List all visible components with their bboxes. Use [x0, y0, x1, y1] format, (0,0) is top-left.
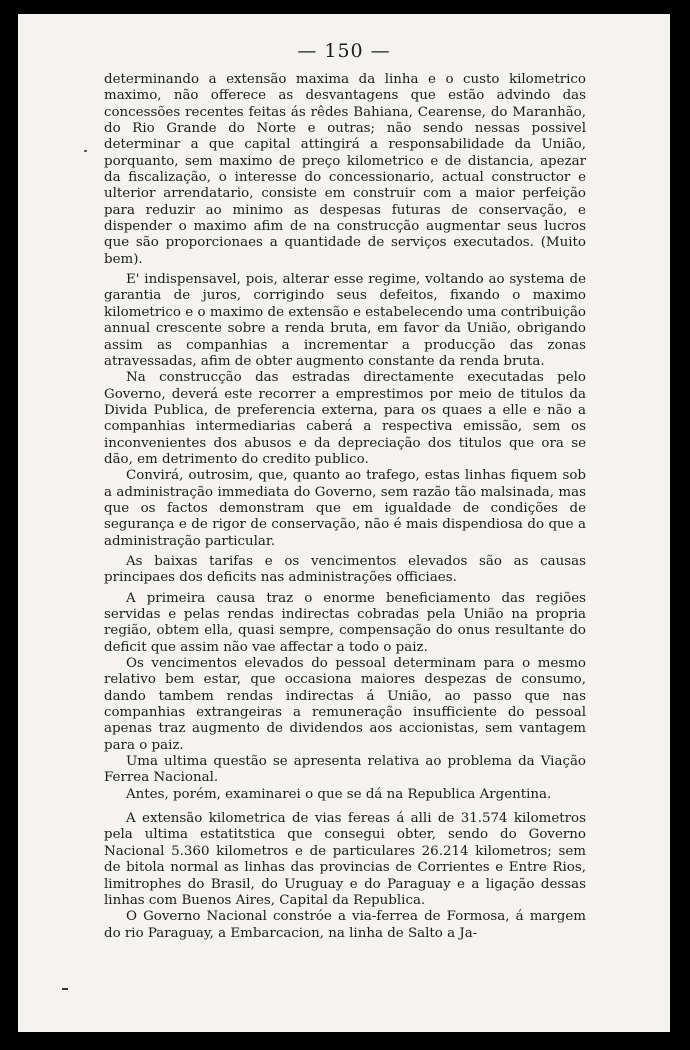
paragraph: E' indispensavel, pois, alterar esse regime, voltando ao systema de garantia de juros, corrigindo seus defeitos, fixando o maximo kilometrico e o maximo de extensão e estabelecendo uma contribuição annual crescente sobre a renda bruta, em favor da União, obrigando assim as companhias a incrementar a producção das zonas atravessadas, afim de obter augmento constante da renda bruta.	[104, 272, 586, 369]
paragraph: A primeira causa traz o enorme beneficiamento das regiões servidas e pelas rendas indirectas cobradas pela União na propria região, obtem ella, quasi sempre, compensação do onus resultante do deficit que assim não vae affectar a todo o paiz.	[104, 590, 586, 655]
paragraph: Uma ultima questão se apresenta relativa ao problema da Viação Ferrea Nacional.	[104, 754, 586, 786]
margin-mark	[62, 988, 68, 990]
page-number: — 150 —	[297, 40, 391, 62]
paragraph: O Governo Nacional constróe a via-ferrea de Formosa, á margem do rio Paraguay, a Embarcacion, na linha de Salto a Ja-	[104, 909, 586, 941]
body-text	[104, 72, 586, 942]
paragraph: Na construcção das estradas directamente executadas pelo Governo, deverá este recorrer a emprestimos por meio de titulos da Divida Publica, de preferencia externa, para os quaes a elle e não a companhias intermediarias caberá a respectiva emissão, sem os inconvenientes dos abusos e da depreciação dos titulos que ora se dão, em detrimento do credito publico.	[104, 370, 586, 467]
ink-speck	[84, 150, 87, 152]
paragraph: As baixas tarifas e os vencimentos elevados são as causas principaes dos deficits nas administrações officiaes.	[104, 553, 586, 586]
paragraph: determinando a extensão maxima da linha e o custo kilometrico maximo, não offerece as desvantagens que estão advindo das concessões recentes feitas ás rêdes Bahiana, Cearense, do Maranhão, do Rio Grande do Norte e outras; não sendo nessas possivel determinar a que capital attingirá a responsabilidade da União, porquanto, sem maximo de preço kilometrico e de distancia, apezar da fiscalização, o interesse do concessionario, actual constructor e ulterior arrendatario, consiste em construir com a maior perfeição para reduzir ao minimo as despesas futuras de conservação, e dispender o maximo afim de na construcção augmentar seus lucros que são proporcionaes a quantidade de serviços executados. (Muito bem).	[104, 72, 586, 267]
paragraph: Antes, porém, examinarei o que se dá na Republica Argentina.	[126, 786, 552, 802]
document-page	[18, 14, 670, 1032]
paragraph: A extensão kilometrica de vias fereas á alli de 31.574 kilometros pela ultima estatitstica que consegui obter, sendo do Governo Nacional 5.360 kilometros e de particulares 26.214 kilometros; sem de bitola normal as linhas das provincias de Corrientes e Entre Rios, limitrophes do Brasil, do Uruguay e do Paraguay e a ligação dessas linhas com Buenos Aires, Capital da Republica.	[104, 811, 586, 908]
paragraph: Convirá, outrosim, que, quanto ao trafego, estas linhas fiquem sob a administração immediata do Governo, sem razão tão malsinada, mas que os factos demonstram que em igualdade de condições de segurança e de rigor de conservação, não é mais dispendiosa do que a administração particular.	[104, 468, 586, 549]
paragraph: Os vencimentos elevados do pessoal determinam para o mesmo relativo bem estar, que occasiona maiores despezas de consumo, dando tambem rendas indirectas á União, ao passo que nas companhias extrangeiras a remuneração insufficiente do pessoal apenas traz augmento de dividendos aos accionistas, sem vantagem para o paiz.	[104, 656, 586, 753]
